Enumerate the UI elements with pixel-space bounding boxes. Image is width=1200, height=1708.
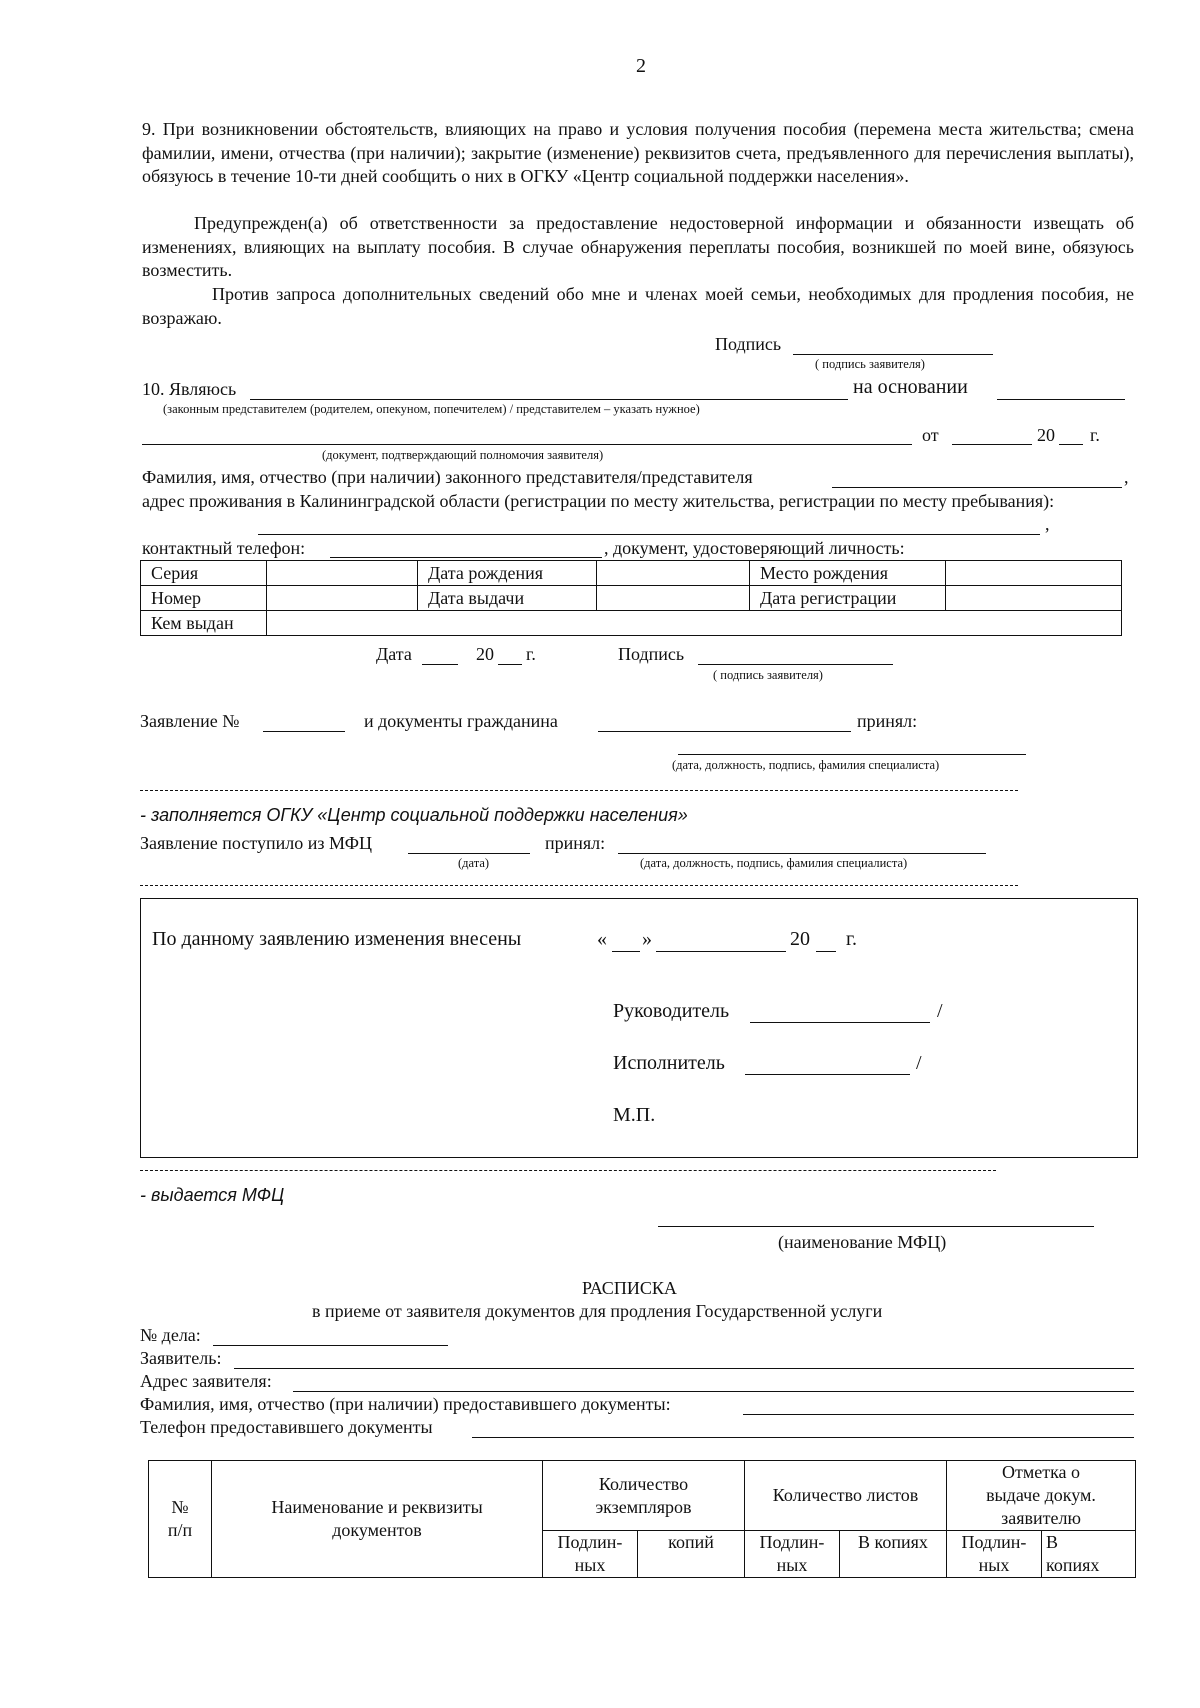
col-name-line1: Наименование и реквизиты	[271, 1497, 483, 1517]
receipt-fio-line[interactable]	[743, 1414, 1134, 1415]
col-sheets-originals	[745, 1531, 840, 1578]
divider-3	[140, 1170, 996, 1171]
col-mark-header	[947, 1461, 1136, 1531]
id-issue-date-label: Дата выдачи	[418, 586, 597, 611]
id-issue-date-value[interactable]	[597, 586, 750, 611]
changes-year-prefix: 20	[790, 928, 810, 950]
ogku-heading: - заполняется ОГКУ «Центр социальной поддержки населения»	[140, 805, 688, 825]
col-copies-originals	[543, 1531, 638, 1578]
id-series-value[interactable]	[267, 561, 418, 586]
changes-quote-close: »	[642, 928, 652, 950]
section10-year-prefix: 20	[1037, 425, 1055, 445]
changes-text: По данному заявлению изменения внесены	[152, 928, 522, 950]
section10-date-label: Дата	[376, 644, 412, 664]
section10-signature-line[interactable]	[698, 664, 893, 665]
changes-executor-label: Исполнитель	[613, 1052, 725, 1074]
divider-1	[140, 790, 1018, 791]
receipt-address-label: Адрес заявителя:	[140, 1371, 272, 1391]
changes-quote-open: «	[597, 928, 607, 950]
col-mark-originals-line2: ных	[978, 1555, 1010, 1575]
acceptance-application-number-line[interactable]	[263, 731, 345, 732]
section10-document-line[interactable]	[142, 444, 912, 445]
section10-from-label: от	[922, 425, 939, 445]
changes-head-line[interactable]	[750, 1022, 930, 1023]
col-mark-originals	[947, 1531, 1042, 1578]
changes-head-slash: /	[937, 1000, 943, 1022]
section10-basis-line[interactable]	[997, 399, 1125, 400]
changes-executor-slash: /	[916, 1052, 922, 1074]
col-number-header	[149, 1461, 212, 1578]
id-birth-date-value[interactable]	[597, 561, 750, 586]
section10-signature-label: Подпись	[618, 644, 685, 664]
mfc-heading: - выдается МФЦ	[140, 1185, 285, 1205]
receipt-case-label: № дела:	[140, 1325, 201, 1345]
section10-date-year-suffix: г.	[526, 644, 536, 664]
id-number-label: Номер	[141, 586, 267, 611]
changes-year-suffix: г.	[846, 928, 857, 950]
receipt-phone-label: Телефон предоставившего документы	[140, 1417, 433, 1437]
receipt-title: РАСПИСКА	[582, 1278, 677, 1298]
section10-fio-line[interactable]	[832, 487, 1122, 488]
acceptance-documents-label: и документы гражданина	[364, 711, 558, 731]
id-number-value[interactable]	[267, 586, 418, 611]
section10-iam-label: 10. Являюсь	[142, 379, 237, 399]
changes-stamp: М.П.	[613, 1104, 656, 1126]
section10-address-label: адрес проживания в Калининградской области (регистрации по месту жительства, регистрации по месту пребывания):	[142, 491, 1055, 511]
acceptance-specialist-line[interactable]	[678, 754, 1026, 755]
col-copies-header	[543, 1461, 745, 1531]
col-copies-line2: экземпляров	[595, 1496, 692, 1517]
ogku-received-date-line[interactable]	[408, 853, 530, 854]
section10-year-suffix: г.	[1090, 425, 1100, 445]
section10-signature-hint: ( подпись заявителя)	[713, 668, 823, 682]
changes-executor-line[interactable]	[745, 1074, 910, 1075]
section9-signature-line[interactable]	[793, 354, 993, 355]
changes-month-line[interactable]	[656, 951, 786, 952]
acceptance-application-label: Заявление №	[140, 711, 240, 731]
col-sheets-originals-line2: ных	[776, 1555, 808, 1575]
changes-head-label: Руководитель	[613, 1000, 730, 1022]
id-birth-place-label: Место рождения	[750, 561, 946, 586]
section10-phone-line[interactable]	[330, 557, 602, 558]
id-birth-place-value[interactable]	[946, 561, 1122, 586]
id-issued-by-label: Кем выдан	[141, 611, 267, 636]
section10-address-comma: ,	[1045, 514, 1050, 534]
receipt-applicant-label: Заявитель:	[140, 1348, 222, 1368]
divider-2	[140, 885, 1018, 886]
section9-paragraph-2: Предупрежден(а) об ответственности за предоставление недостоверной информации и обязанности извещать об изменениях, влияющих на выплату пособия. В случае обнаружения переплаты пособия, возникшей по моей вине, обязуюсь возместить.	[142, 213, 1134, 280]
col-sheets-originals-line1: Подлин-	[759, 1532, 825, 1552]
receipt-documents-table	[148, 1460, 1136, 1578]
col-sheets-copies: В копиях	[840, 1531, 947, 1578]
receipt-case-line[interactable]	[213, 1345, 448, 1346]
col-name-header	[212, 1461, 543, 1578]
receipt-address-line[interactable]	[293, 1391, 1134, 1392]
section9-paragraph-1: 9. При возникновении обстоятельств, влияющих на право и условия получения пособия (перемена места жительства; смена фамилии, имени, отчества (при наличии); закрытие (изменение) реквизитов счета, предъявленного для перечисления выплаты), обязуюсь в течение 10-ти дней сообщить о них в ОГКУ «Центр социальной поддержки населения».	[142, 119, 1134, 186]
section10-basis-label: на основании	[853, 376, 968, 398]
id-reg-date-label: Дата регистрации	[750, 586, 946, 611]
changes-year-line[interactable]	[816, 951, 836, 952]
col-copies-originals-line1: Подлин-	[557, 1532, 623, 1552]
id-issued-by-value[interactable]	[267, 611, 1122, 636]
section10-id-document-label: , документ, удостоверяющий личность:	[604, 538, 905, 558]
ogku-specialist-line[interactable]	[618, 853, 986, 854]
section10-phone-label: контактный телефон:	[142, 538, 306, 558]
section9-signature-label: Подпись	[715, 334, 782, 354]
section10-address-line[interactable]	[258, 534, 1040, 535]
page-number: 2	[636, 55, 646, 77]
ogku-specialist-hint: (дата, должность, подпись, фамилия специалиста)	[640, 856, 908, 870]
col-mark-copies-line1: В	[1046, 1532, 1059, 1552]
receipt-applicant-line[interactable]	[234, 1368, 1134, 1369]
mfc-name-hint: (наименование МФЦ)	[778, 1232, 947, 1252]
acceptance-specialist-hint: (дата, должность, подпись, фамилия специалиста)	[672, 758, 940, 772]
changes-day-line[interactable]	[612, 951, 640, 952]
col-mark-originals-line1: Подлин-	[961, 1532, 1027, 1552]
section9-signature-hint: ( подпись заявителя)	[815, 357, 925, 371]
section10-date-year-prefix: 20	[476, 644, 494, 664]
col-copies-originals-line2: ных	[574, 1555, 606, 1575]
col-mark-copies	[1042, 1531, 1136, 1578]
col-mark-line2: выдаче докум.	[986, 1485, 1096, 1505]
section10-date-day-line[interactable]	[422, 664, 458, 665]
col-mark-copies-line2: копиях	[1046, 1555, 1100, 1575]
col-mark-line3: заявителю	[1001, 1508, 1081, 1528]
receipt-phone-line[interactable]	[472, 1437, 1134, 1438]
receipt-subtitle: в приеме от заявителя документов для продления Государственной услуги	[312, 1301, 883, 1321]
acceptance-accepted-label: принял:	[857, 711, 918, 731]
ogku-date-hint: (дата)	[458, 856, 490, 870]
receipt-fio-label: Фамилия, имя, отчество (при наличии) предоставившего документы:	[140, 1394, 671, 1414]
section10-fio-comma: ,	[1124, 467, 1129, 487]
section10-from-date-line[interactable]	[952, 444, 1032, 445]
col-copies-line1: Количество	[598, 1473, 689, 1494]
col-sheets-header: Количество листов	[745, 1461, 947, 1531]
section10-year-line[interactable]	[1059, 444, 1083, 445]
ogku-received-label: Заявление поступило из МФЦ	[140, 833, 372, 853]
acceptance-citizen-line[interactable]	[598, 731, 851, 732]
section10-document-hint: (документ, подтверждающий полномочия заявителя)	[322, 448, 604, 462]
section10-date-year-line[interactable]	[498, 664, 522, 665]
col-number-line2: п/п	[167, 1520, 193, 1540]
section10-representative-hint: (законным представителем (родителем, опекуном, попечителем) / представителем – указать нужное)	[163, 402, 700, 416]
section10-fio-label: Фамилия, имя, отчество (при наличии) законного представителя/представителя	[142, 467, 753, 487]
col-copies-copies: копий	[638, 1531, 745, 1578]
section10-iam-line[interactable]	[250, 399, 848, 400]
identity-document-table	[140, 560, 1122, 636]
id-reg-date-value[interactable]	[946, 586, 1122, 611]
col-number-line1: №	[171, 1497, 189, 1517]
mfc-name-line[interactable]	[658, 1226, 1094, 1227]
col-name-line2: документов	[332, 1520, 422, 1540]
id-series-label: Серия	[141, 561, 267, 586]
col-mark-line1: Отметка о	[1001, 1462, 1081, 1482]
section9-paragraph-3: Против запроса дополнительных сведений обо мне и членах моей семьи, необходимых для продления пособия, не возражаю.	[142, 284, 1134, 328]
ogku-accepted-label: принял:	[545, 833, 606, 853]
id-birth-date-label: Дата рождения	[418, 561, 597, 586]
